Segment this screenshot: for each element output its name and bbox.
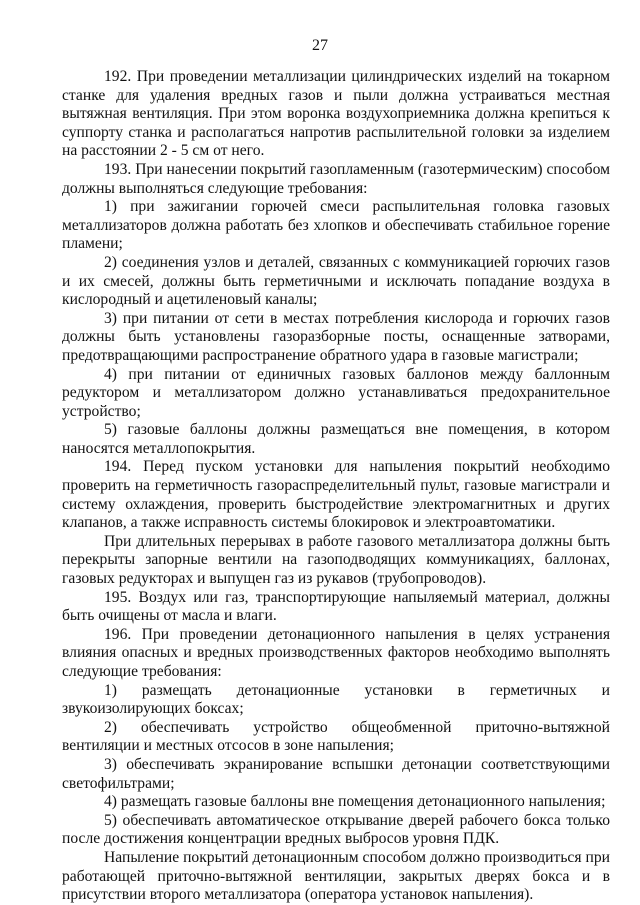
body-text [62, 68, 610, 905]
paragraph-196-closing: Напыление покрытий детонационным способом должно производиться при работающей приточно-вытяжной вентиляции, закрытых дверях бокса и в присутствии второго металлизатора (оператора установок напыления). [62, 848, 610, 904]
paragraph-193-item-5: 5) газовые баллоны должны размещаться вне помещения, в котором наносятся металлопокрытия. [62, 421, 610, 457]
paragraph-193-item-1: 1) при зажигании горючей смеси распылительная головка газовых металлизаторов должна работать без хлопков и обеспечивать стабильное горение пламени; [62, 198, 610, 253]
paragraph-196-item-4: 4) размещать газовые баллоны вне помещения детонационного напыления; [104, 793, 606, 811]
page-number: 27 [312, 37, 328, 54]
paragraph-193-item-3: 3) при питании от сети в местах потребления кислорода и горючих газов должны быть установлены газоразборные посты, оснащенные затворами, предотвращающими распространение обратного удара в газовые магистрали; [62, 309, 610, 364]
paragraph-196-item-1: 1) размещать детонационные установки в герметичных и звукоизолирующих боксах; [62, 681, 610, 718]
paragraph-193-item-2: 2) соединения узлов и деталей, связанных с коммуникацией горючих газов и их смесей, должны быть герметичными и исключать попадание воздуха в кислородный и ацетиленовый каналы; [62, 253, 610, 309]
paragraph-193: 193. При нанесении покрытий газопламенным (газотермическим) способом должны выполняться следующие требования: [62, 160, 610, 197]
paragraph-196-item-5: 5) обеспечивать автоматическое открывание дверей рабочего бокса только после достижения концентрации вредных выбросов уровня ПДК. [62, 811, 610, 848]
paragraph-196-item-2: 2) обеспечивать устройство общеобменной приточно-вытяжной вентиляции и местных отсосов в зоне напыления; [62, 718, 610, 755]
paragraph-195: 195. Воздух или газ, транспортирующие напыляемый материал, должны быть очищены от масла и влаги. [62, 588, 610, 625]
paragraph-196: 196. При проведении детонационного напыления в целях устранения влияния опасных и вредных производственных факторов необходимо выполнять следующие требования: [62, 625, 610, 680]
paragraph-194: 194. Перед пуском установки для напыления покрытий необходимо проверить на герметичность газораспределительный пульт, газовые магистрали и систему охлаждения, проверить быстродействие электромагнитных и других клапанов, а также исправность системы блокировок и электроавтоматики. [62, 458, 610, 532]
paragraph-193-item-4: 4) при питании от единичных газовых баллонов между баллонным редуктором и металлизатором должно устанавливаться предохранительное устройство; [62, 365, 610, 420]
paragraph-196-item-3: 3) обеспечивать экранирование вспышки детонации соответствующими светофильтрами; [62, 755, 610, 792]
paragraph-194-continued: При длительных перерывах в работе газового металлизатора должны быть перекрыты запорные вентили на газоподводящих коммуникациях, баллонах, газовых редукторах и выпущен газ из рукавов (трубопроводов). [62, 532, 610, 588]
paragraph-192: 192. При проведении металлизации цилиндрических изделий на токарном станке для удаления вредных газов и пыли должна устраиваться местная вытяжная вентиляция. При этом воронка воздухоприемника должна крепиться к суппорту станка и располагаться напротив распылительной головки за изделием на расстоянии 2 - 5 см от него. [62, 68, 610, 160]
